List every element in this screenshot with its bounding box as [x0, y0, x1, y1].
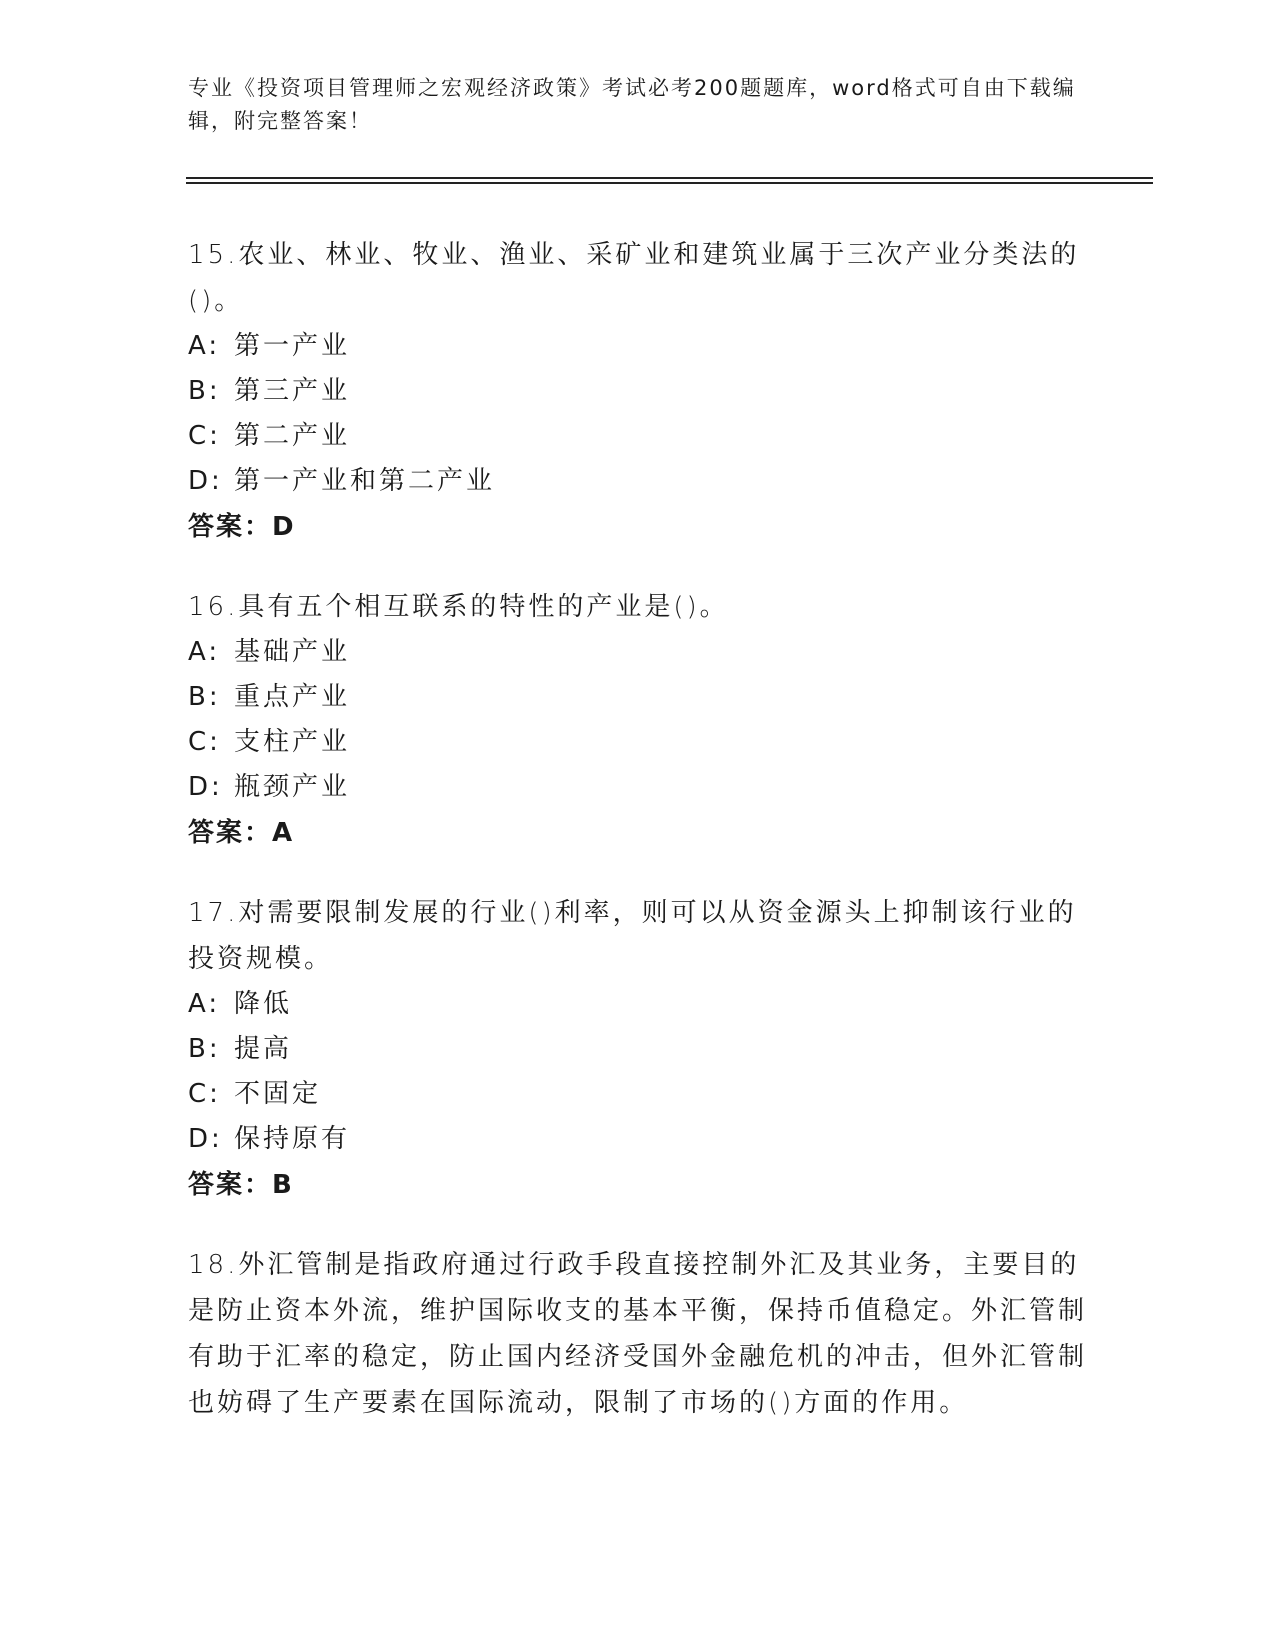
- question-stem: 18.外汇管制是指政府通过行政手段直接控制外汇及其业务，主要目的是防止资本外流，维护国际收支的基本平衡，保持币值稳定。外汇管制有助于汇率的稳定，防止国内经济受国外金融危机的冲击，但外汇管制也妨碍了生产要素在国际流动，限制了市场的()方面的作用。: [188, 1250, 1088, 1418]
- option-letter: D:: [188, 772, 223, 802]
- option-letter: A:: [188, 637, 221, 667]
- answer-line: 答案：D: [188, 512, 296, 542]
- option-text: 第二产业: [234, 421, 351, 451]
- option-c: [188, 414, 1088, 459]
- option-text: 支柱产业: [234, 727, 351, 757]
- option-letter: C:: [188, 421, 221, 451]
- option-c: [188, 720, 1088, 765]
- option-a: [188, 982, 1088, 1027]
- document-header-intro: 专业《投资项目管理师之宏观经济政策》考试必考200题题库，word格式可自由下载编辑，附完整答案！: [188, 76, 1076, 133]
- option-letter: D:: [188, 466, 223, 496]
- option-text: 提高: [234, 1034, 293, 1064]
- question-stem: 17.对需要限制发展的行业()利率，则可以从资金源头上抑制该行业的投资规模。: [188, 898, 1077, 974]
- option-d: [188, 459, 1088, 504]
- option-letter: C:: [188, 727, 221, 757]
- option-b: [188, 675, 1088, 720]
- option-c: [188, 1072, 1088, 1117]
- question-16: [188, 584, 1088, 856]
- option-letter: D:: [188, 1124, 223, 1154]
- option-d: [188, 1117, 1088, 1162]
- option-text: 重点产业: [234, 682, 351, 712]
- option-letter: B:: [188, 376, 221, 406]
- option-a: [188, 630, 1088, 675]
- header-divider-bottom: [186, 182, 1153, 184]
- option-text: 第一产业: [234, 331, 351, 361]
- answer-line: 答案：A: [188, 818, 295, 848]
- option-text: 不固定: [234, 1079, 322, 1109]
- question-list: [188, 232, 1088, 1460]
- question-18: [188, 1242, 1088, 1426]
- option-letter: C:: [188, 1079, 221, 1109]
- option-letter: B:: [188, 1034, 221, 1064]
- question-stem: 16.具有五个相互联系的特性的产业是()。: [188, 592, 729, 622]
- answer-line: 答案：B: [188, 1170, 294, 1200]
- option-text: 瓶颈产业: [234, 772, 351, 802]
- option-text: 降低: [234, 989, 293, 1019]
- question-15: [188, 232, 1088, 550]
- question-stem: 15.农业、林业、牧业、渔业、采矿业和建筑业属于三次产业分类法的()。: [188, 240, 1080, 316]
- option-letter: A:: [188, 989, 221, 1019]
- option-letter: A:: [188, 331, 221, 361]
- option-text: 第三产业: [234, 376, 351, 406]
- header-divider-top: [186, 177, 1153, 179]
- option-a: [188, 324, 1088, 369]
- option-text: 保持原有: [234, 1124, 351, 1154]
- option-text: 基础产业: [234, 637, 351, 667]
- option-b: [188, 369, 1088, 414]
- option-d: [188, 765, 1088, 810]
- option-b: [188, 1027, 1088, 1072]
- option-letter: B:: [188, 682, 221, 712]
- option-text: 第一产业和第二产业: [234, 466, 496, 496]
- question-17: [188, 890, 1088, 1208]
